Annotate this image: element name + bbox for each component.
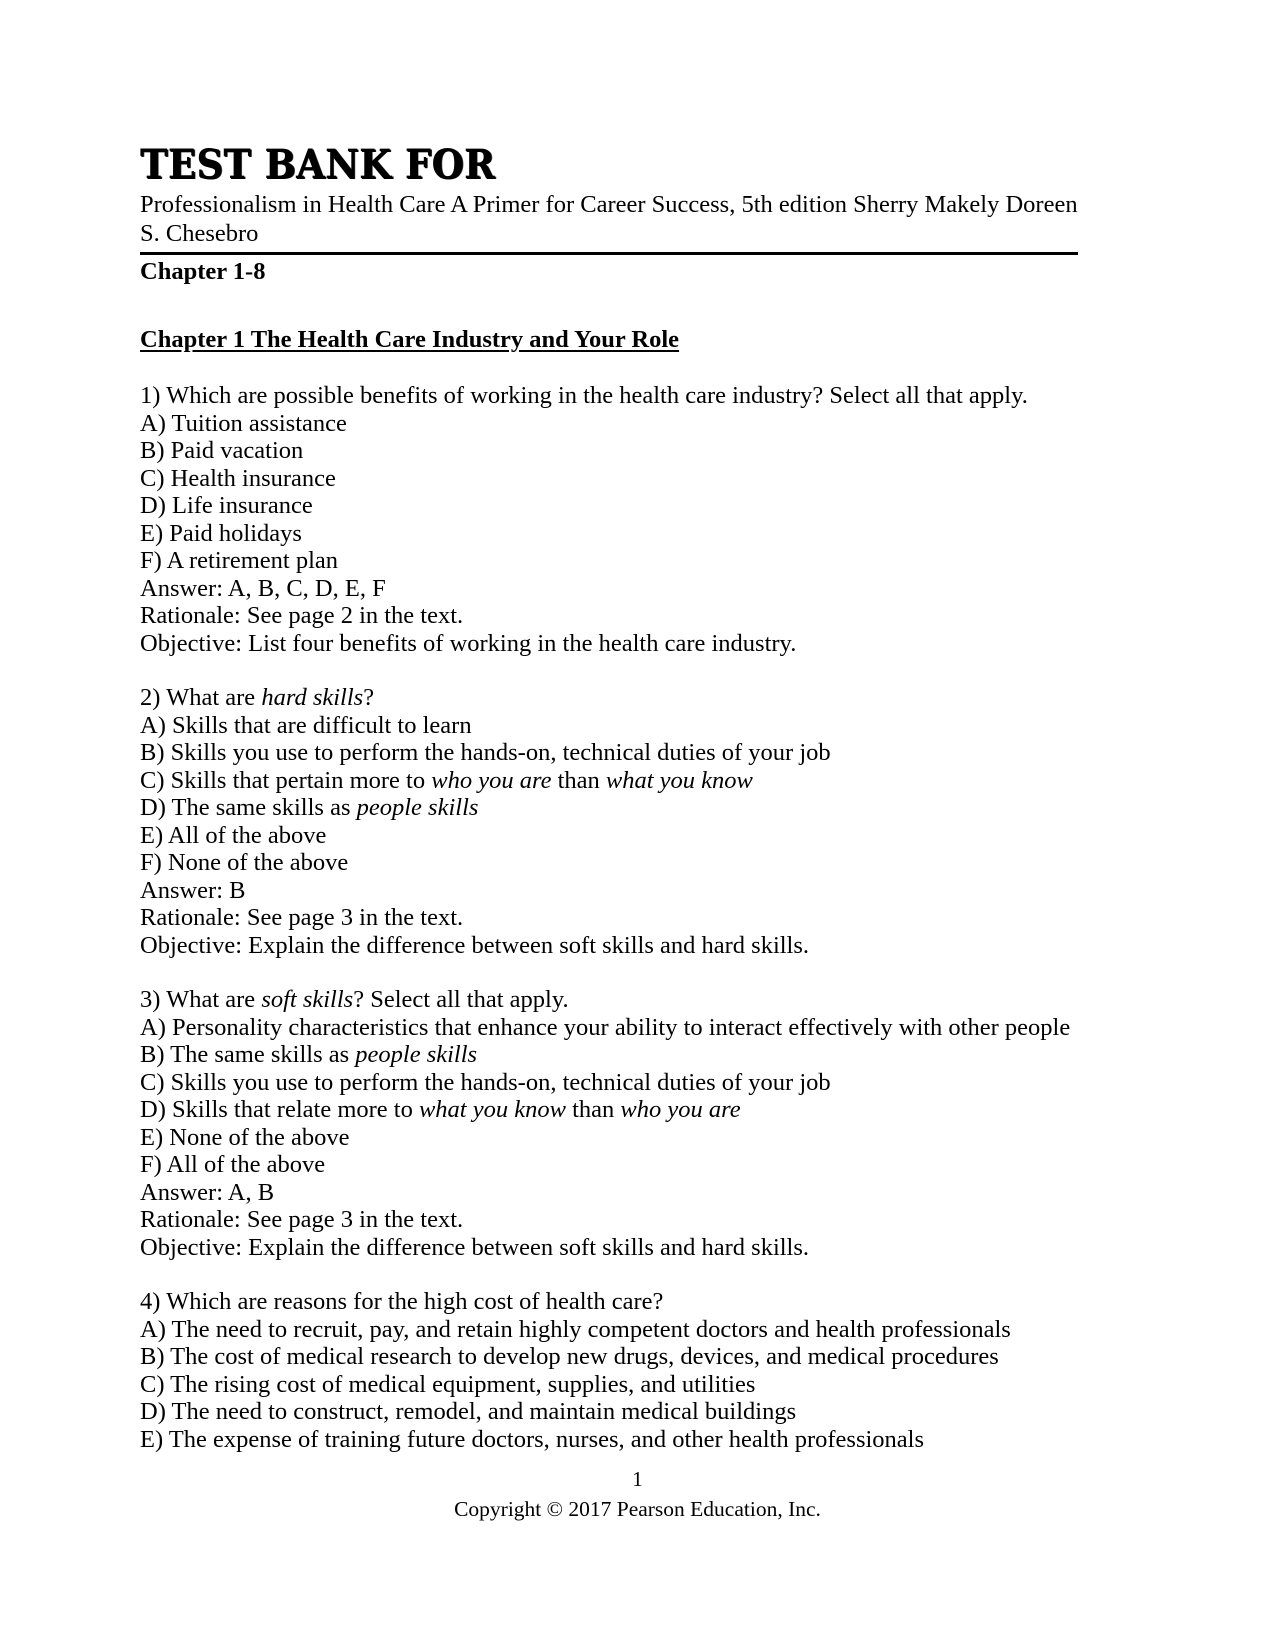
question-rationale: Rationale: See page 2 in the text. [140,602,464,629]
book-title-line-2: S. Chesebro [140,220,259,247]
question-option: C) Skills that pertain more to who you are than what you know [140,766,753,794]
question-option: A) Personality characteristics that enhance your ability to interact effectively with other people [140,1013,1071,1041]
question-rationale: Rationale: See page 3 in the text. [140,904,464,931]
question-block [140,1288,1080,1453]
question-option: F) None of the above [140,849,349,876]
question-stem: 1) Which are possible benefits of working in the health care industry? Select all that apply. [140,382,1028,409]
question-option: B) Paid vacation [140,437,304,464]
test-bank-banner-title: TEST BANK FOR [140,141,496,188]
question-objective: Objective: Explain the difference between soft skills and hard skills. [140,931,810,959]
question-stem: 2) What are hard skills? [140,684,375,711]
question-option: C) Skills you use to perform the hands-on, technical duties of your job [140,1068,831,1096]
question-answer: Answer: A, B, C, D, E, F [140,574,386,602]
question-block [140,684,1080,959]
question-option: D) Skills that relate more to what you know than who you are [140,1096,741,1123]
question-option: A) Skills that are difficult to learn [140,711,472,739]
question-option: E) Paid holidays [140,519,302,547]
question-option: A) The need to recruit, pay, and retain highly competent doctors and health professionals [140,1315,1011,1343]
question-option: B) Skills you use to perform the hands-on, technical duties of your job [140,739,831,766]
page-number: 1 [632,1467,643,1491]
question-option: D) The same skills as people skills [140,794,479,821]
question-option: D) Life insurance [140,492,313,519]
question-option: A) Tuition assistance [140,409,347,437]
chapter-range-label: Chapter 1-8 [140,258,266,285]
question-option: E) All of the above [140,821,327,849]
question-answer: Answer: B [140,876,246,904]
question-option: F) All of the above [140,1151,326,1178]
chapter-1-heading: Chapter 1 The Health Care Industry and Your Role [140,326,680,353]
header-divider [140,252,1078,255]
question-block [140,986,1080,1261]
question-objective: Objective: List four benefits of working in the health care industry. [140,629,797,657]
question-option: C) The rising cost of medical equipment, supplies, and utilities [140,1370,756,1398]
question-option: C) Health insurance [140,464,336,492]
question-option: E) None of the above [140,1123,350,1151]
question-answer: Answer: A, B [140,1178,275,1206]
question-stem: 3) What are soft skills? Select all that apply. [140,986,569,1013]
document-content [140,142,1080,1453]
question-option: B) The cost of medical research to develop new drugs, devices, and medical procedures [140,1343,999,1370]
question-option: D) The need to construct, remodel, and maintain medical buildings [140,1398,797,1425]
question-stem: 4) Which are reasons for the high cost of health care? [140,1288,664,1315]
question-block [140,382,1080,657]
question-objective: Objective: Explain the difference between soft skills and hard skills. [140,1233,810,1261]
questions-list [140,382,1080,1453]
question-rationale: Rationale: See page 3 in the text. [140,1206,464,1233]
page-footer [0,1467,1275,1522]
question-option: F) A retirement plan [140,547,338,574]
question-option: E) The expense of training future doctors, nurses, and other health professionals [140,1425,924,1453]
copyright-notice: Copyright © 2017 Pearson Education, Inc. [454,1497,821,1521]
question-option: B) The same skills as people skills [140,1041,478,1068]
book-title-line-1: Professionalism in Health Care A Primer for Career Success, 5th edition Sherry Makely Doreen [140,191,1078,218]
